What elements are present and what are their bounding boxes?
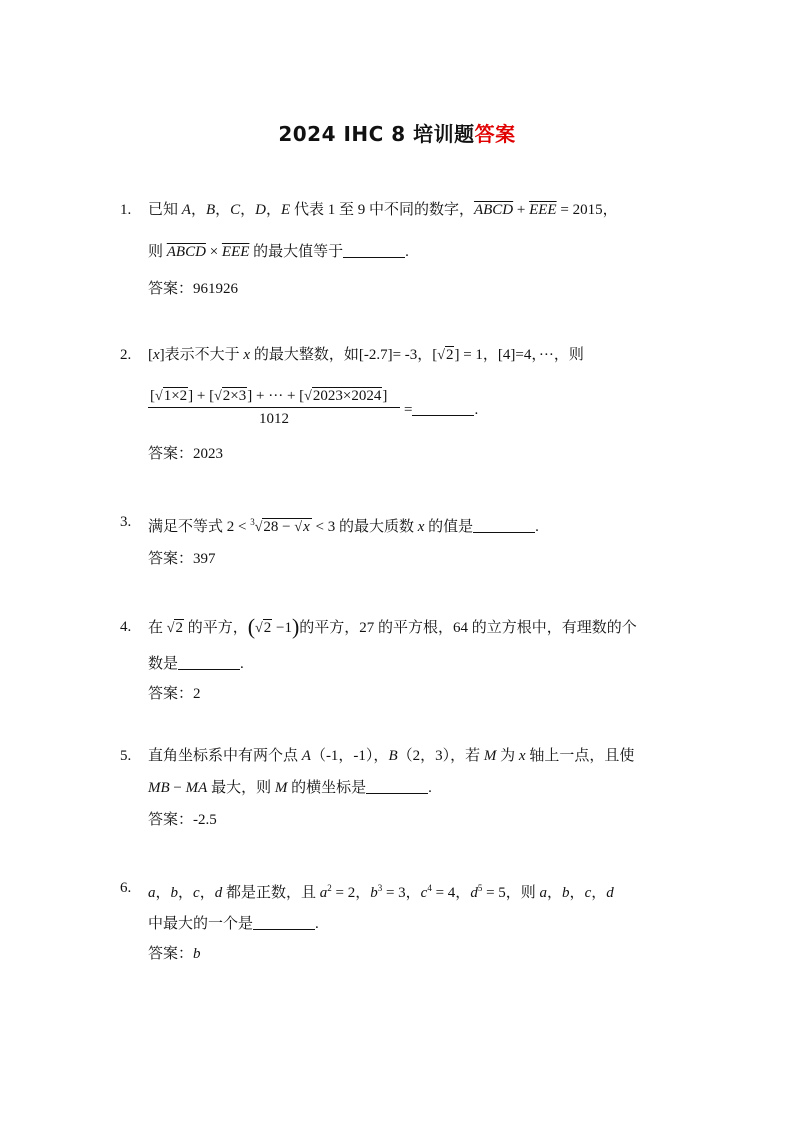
problem-5-line-1: 直角坐标系中有两个点 A（-1，-1），B（2，3），若 M 为 x 轴上一点，且使 bbox=[148, 748, 635, 764]
problem-2-fraction bbox=[148, 388, 400, 428]
problem-6-line-2: 中最大的一个是 . bbox=[148, 916, 319, 932]
answer-blank bbox=[366, 779, 428, 794]
problem-4-number: 4. bbox=[120, 619, 132, 635]
problem-5-number: 5. bbox=[120, 748, 132, 764]
problem-4-answer: 答案：2 bbox=[148, 686, 201, 702]
problem-4-line-2: 数是 . bbox=[148, 656, 244, 672]
problem-1-number: 1. bbox=[120, 202, 132, 218]
problem-3-number: 3. bbox=[120, 514, 132, 530]
problem-4-line-1: 在 √2 的平方，(√2 −1)的平方，27 的平方根，64 的立方根中，有理数的个 bbox=[148, 614, 637, 639]
problem-2-number: 2. bbox=[120, 347, 132, 363]
problem-3-line-1: 满足不等式 2 < $^3$√28 − √x < 3 的最大质数 x 的值是 . bbox=[148, 517, 539, 535]
problem-1-answer: 答案：961926 bbox=[148, 281, 239, 297]
page-title bbox=[0, 118, 794, 147]
problem-1-line-1: 已知 A，B，C，D，E 代表 1 至 9 中不同的数字，ABCD + $\overline{EEE} = 2015$， bbox=[148, 202, 618, 218]
problem-2-fraction-tail: = . bbox=[404, 402, 479, 418]
problem-5-answer: 答案：-2.5 bbox=[148, 812, 217, 828]
problem-6-line-1: a，b，c，d 都是正数，且 $a^2 = 2$，$b^3 = 3$，$c^4 = 4$，$d^5 = 5$，则 a，b，c，d bbox=[148, 883, 614, 901]
title-main: 2024 IHC 8 培训题 bbox=[278, 122, 475, 146]
problem-5-line-2: MB − MA 最大，则 M 的横坐标是 . bbox=[148, 780, 432, 796]
problem-2-line-1: [x]表示不大于 x 的最大整数，如[-2.7]= -3，[√2] = 1，[4]=4，···，则 bbox=[148, 347, 584, 363]
fraction-numerator: [√1×2] + [√2×3] + ··· + [√2023×2024] bbox=[150, 388, 388, 404]
fraction-denominator: 1012 bbox=[259, 411, 289, 427]
answer-blank bbox=[473, 518, 535, 533]
answer-blank bbox=[253, 915, 315, 930]
answer-blank bbox=[178, 655, 240, 670]
problem-2-answer: 答案：2023 bbox=[148, 446, 224, 462]
problem-3-answer: 答案：397 bbox=[148, 551, 216, 567]
answer-blank bbox=[343, 243, 405, 258]
problem-6-number: 6. bbox=[120, 880, 132, 896]
title-highlight: 答案 bbox=[474, 122, 516, 146]
problem-6-answer: 答案：b bbox=[148, 946, 201, 962]
problem-1-line-2: 则 ABCD × $\overline{EEE}$ 的最大值等于 . bbox=[148, 244, 409, 260]
answer-blank bbox=[412, 401, 474, 416]
